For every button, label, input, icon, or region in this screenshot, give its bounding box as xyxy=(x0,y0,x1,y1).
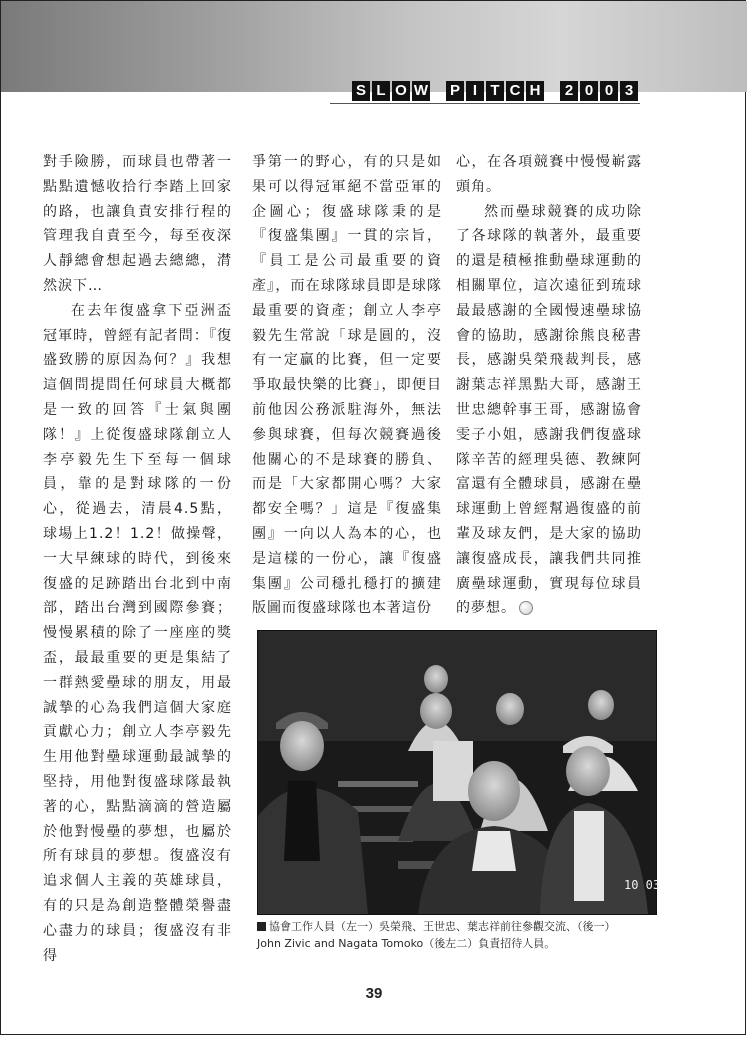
title-letter: 3 xyxy=(620,81,638,101)
caption-text: 協會工作人員（左一）吳榮飛、王世忠、葉志祥前往參觀交流、（後一） xyxy=(269,920,616,933)
title-letter: 2 xyxy=(560,81,578,101)
article-column-1 xyxy=(43,150,232,968)
photo-caption xyxy=(257,918,657,952)
photo-timestamp: 10 03 xyxy=(624,878,661,892)
paragraph: 爭第一的野心，有的只是如果可以得冠軍絕不當亞軍的企圖心；復盛球隊秉的是『復盛集團』一貫的宗旨，『員工是公司最重要的資產』，而在球隊球員即是球隊最重要的資產；創立人李亭毅先生常說「球是圓的，沒有一定贏的比賽，但一定要爭取最快樂的比賽」，即便目前他因公務派駐海外，無法參與球賽，但每次競賽過後他關心的不是球賽的勝負、而是「大家都開心嗎？大家都安全嗎？」這是『復盛集團』一向以人為本的心，也是這樣的一份心，讓『復盛集團』公司穩扎穩打的擴建版圖而復盛球隊也本著這份 xyxy=(252,154,442,617)
paragraph-text: 然而壘球競賽的成功除了各球隊的執著外，最重要的還是積極推動壘球運動的相關單位，這次遠征到琉球最最感謝的全國慢速壘球協會的協助，感謝徐熊良秘書長，感謝吳榮飛裁判長，感謝葉志祥黑點大哥，感謝王世忠總幹事王哥，感謝協會雯子小姐，感謝我們復盛球隊辛苦的經理吳德、教練阿富還有全體球員，感謝在壘球運動上曾經幫過復盛的前輩及球友們，是大家的協助讓復盛成長，讓我們共同推廣壘球運動，實現每位球員的夢想。 xyxy=(456,203,642,617)
title-letter: 0 xyxy=(580,81,598,101)
title-letter: 0 xyxy=(600,81,618,101)
title-letter: H xyxy=(526,81,544,101)
page-number: 39 xyxy=(365,985,383,1002)
caption-line: John Zivic and Nagata Tomoko（後左二）負責招待人員。 xyxy=(257,937,556,950)
softball-icon xyxy=(519,601,533,615)
magazine-title xyxy=(352,81,638,101)
team-photo xyxy=(257,630,661,915)
header-band xyxy=(1,1,747,92)
paragraph: 對手險勝，而球員也帶著一點點遺憾收拾行李踏上回家的路，也讓負責安排行程的管理我自責至今，每至夜深人靜總會想起過去總總，潸然淚下… xyxy=(43,154,232,294)
article-column-3 xyxy=(456,150,642,621)
paragraph xyxy=(456,200,642,622)
paragraph: 心，在各項競賽中慢慢嶄露頭角。 xyxy=(456,154,642,195)
paragraph: 在去年復盛拿下亞洲盃冠軍時，曾經有記者問：『復盛致勝的原因為何？』我想這個問提問任何球員大概都是一致的回答『士氣與團隊！』上從復盛球隊創立人李亭毅先生下至每一個球員，靠的是對球隊的一份心，從過去，清晨4.5點，球場上1.2！1.2！做操聲，一大早練球的時代，到後來復盛的足跡踏出台北到中南部，踏出台灣到國際參賽；慢慢累積的除了一座座的獎盃，最最重要的更是集結了一群熱愛壘球的朋友，用最誠摯的心為我們這個大家庭貢獻心力；創立人李亭毅先生用他對壘球運動最誠摯的堅持，用他對復盛球隊最執著的心，點點滴滴的營造屬於他對慢壘的夢想，也屬於所有球員的夢想。復盛沒有追求個人主義的英雄球員，有的只是為創造整體榮譽盡心盡力的球員；復盛沒有非得 xyxy=(43,302,232,964)
title-letter: W xyxy=(413,82,429,99)
title-letter: T xyxy=(486,81,504,101)
header-rule xyxy=(330,103,640,104)
title-letter: C xyxy=(506,81,524,101)
article-column-2 xyxy=(252,150,442,621)
caption-line xyxy=(257,918,657,935)
title-letter: L xyxy=(372,81,390,101)
title-letter: I xyxy=(466,81,484,101)
title-letter: S xyxy=(352,81,370,101)
caption-square-icon xyxy=(257,922,266,931)
photo-illustration xyxy=(258,631,661,914)
title-letter: O xyxy=(392,81,410,101)
title-letter: P xyxy=(446,81,464,101)
